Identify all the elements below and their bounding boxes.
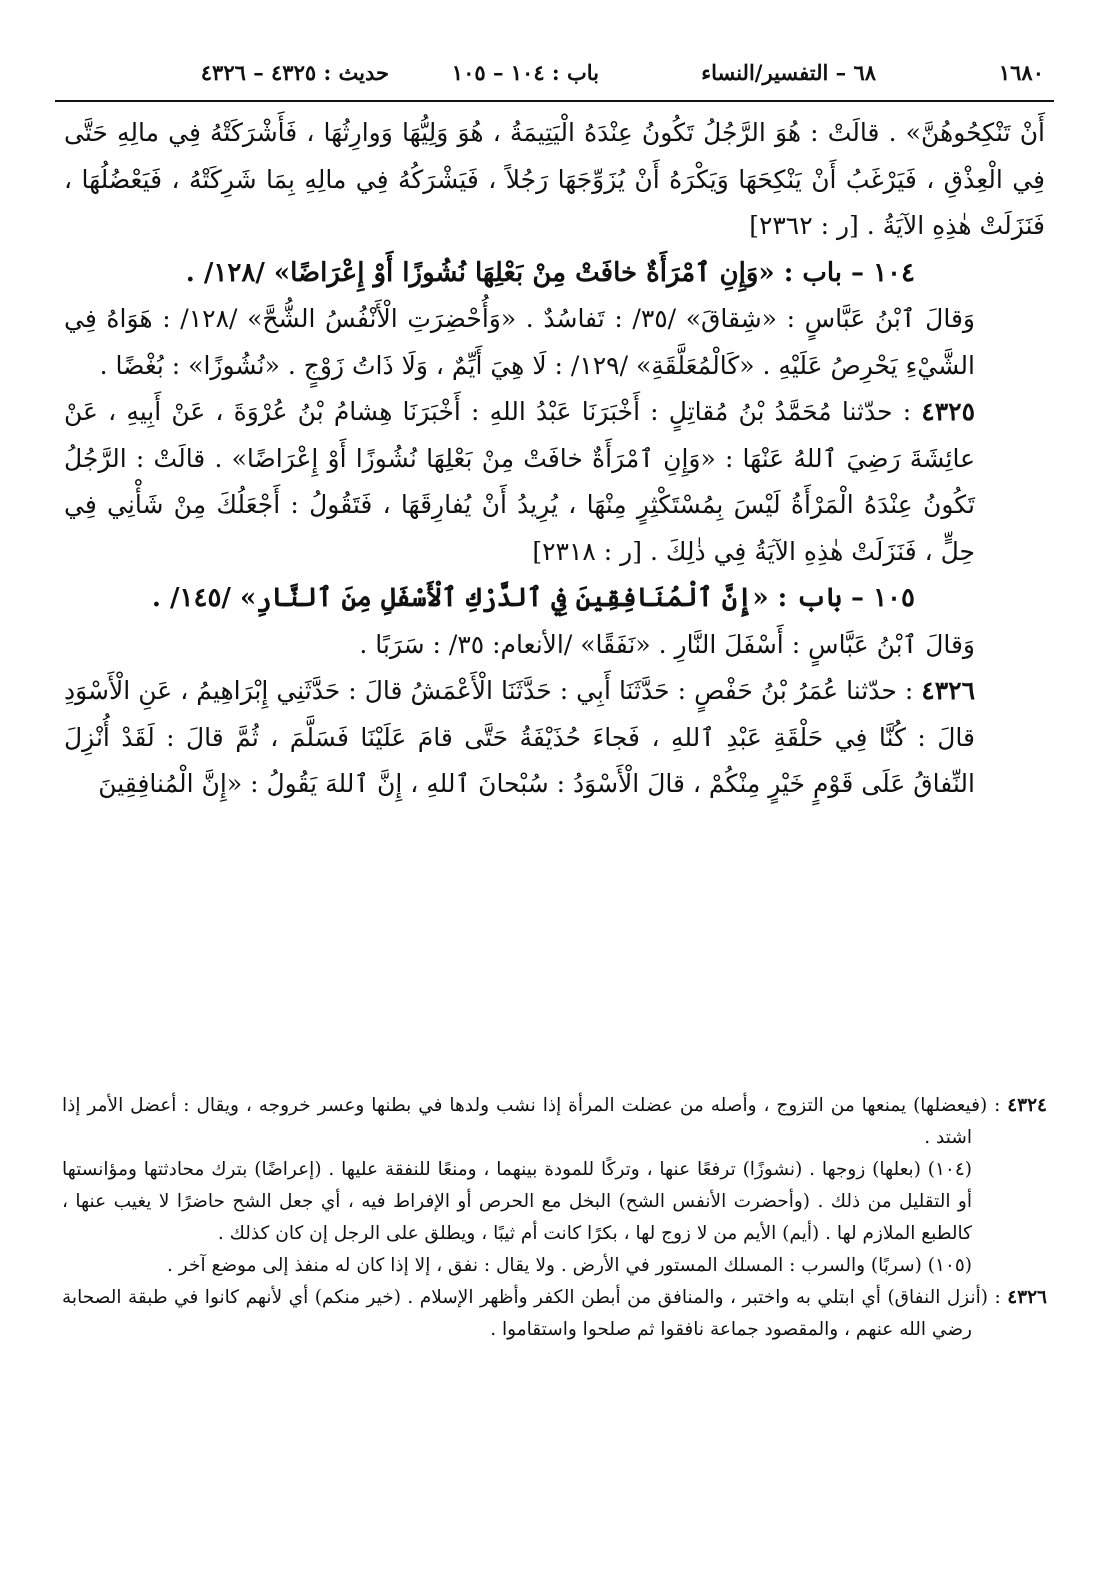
hadith-4325 — [64, 389, 1045, 575]
footnote-105: (١٠٥) (سربًا) والسرب : المسلك المستور في الأرض . ولا يقال : نفق ، إلا إذا كان له منفذ إلى موضع آخر . — [167, 1255, 972, 1276]
cross-reference: [ر : ٢٣٦٢] — [749, 211, 859, 240]
footnotes — [62, 1090, 1047, 1346]
paragraph — [64, 110, 1045, 250]
hadith-text: : حدّثنا عُمَرُ بْنُ حَفْصٍ : حَدَّثَنَا أَبِي : حَدَّثَنَا الْأَعْمَشُ قالَ : حَدَّثَنِي إِبْرَاهِيمُ ، عَنِ الْأَسْوَدِ قالَ : كُنَّا فِي حَلْقَةِ عَبْدِ ٱللهِ ، فَجاءَ حُذَيْفَةُ حَتَّى قامَ عَلَيْنَا فَسَلَّمَ ، ثُمَّ قالَ : لَقَدْ أُنْزِلَ النِّفاقُ عَلَى قَوْمٍ خَيْرٍ مِنْكُمْ ، قالَ الْأَسْوَدُ : سُبْحانَ ٱللهِ ، إِنَّ ٱللهَ يَقُولُ : «إِنَّ الْمُنافِقِينَ — [64, 676, 975, 798]
hadith-4326 — [64, 668, 1045, 808]
chapter-heading-105: ١٠٥ – باب : «إِنَّ ٱلْمُنَافِقِينَ فِي ٱلدَّرْكِ ٱلْأَسْفَلِ مِنَ ٱلنَّارِ» /١٤٥/ . — [151, 583, 915, 613]
footnote-number: ٤٣٢٤ — [1007, 1095, 1047, 1116]
page-number: ١٦٨٠ — [998, 60, 1044, 85]
footnote-text: : (فيعضلها) يمنعها من التزوج ، وأصله من عضلت المرأة إذا نشب ولدها في بطنها وعسر خروجه ، ويقال : أعضل الأمر إذا اشتد . — [62, 1095, 1008, 1148]
ibn-abbas-commentary: وَقالَ ٱبْنُ عَبَّاسٍ : «شِقاقَ» /٣٥/ : تَفاسُدٌ . «وَأُحْضِرَتِ الْأَنْفُسُ الشُّحَّ» /١٢٨/ : هَوَاهُ فِي الشَّيْءِ يَحْرِصُ عَلَيْهِ . «كَالْمُعَلَّقَةِ» /١٢٩/ : لَا هِيَ أَيِّمٌ ، وَلَا ذَاتُ زَوْجٍ . «نُشُوزًا» : بُغْضًا . — [64, 304, 975, 380]
footnote-4326 — [62, 1282, 1047, 1346]
book-title: ٦٨ – التفسير/النساء — [701, 60, 876, 85]
main-text — [64, 110, 1045, 808]
chapter-range: باب : ١٠٤ – ١٠٥ — [451, 60, 599, 85]
hadith-number: ٤٣٢٦ — [921, 676, 975, 705]
footnote-104: (١٠٤) (بعلها) زوجها . (نشوزًا) ترفعًا عنها ، وتركًا للمودة بينهما ، ومنعًا للنفقة عليها . (إعراضًا) بترك محادثتها ومؤانستها أو التقليل من ذلك . (وأحضرت الأنفس الشح) البخل مع الحرص أو الإفراط فيه ، أي جعل الشح حاضرًا لا يغيب عنها ، كالطبع الملازم لها . (أيم) الأيم من لا زوج لها ، بكرًا كانت أم ثيبًا ، ويطلق على الرجل إن كان كذلك . — [62, 1159, 972, 1244]
hadith-number: ٤٣٢٥ — [921, 397, 975, 426]
chapter-heading-104: ١٠٤ – باب : «وَإِنِ ٱمْرَأَةٌ خافَتْ مِنْ بَعْلِهَا نُشُوزًا أَوْ إِعْرَاضًا» /١٢٨/ . — [185, 257, 915, 288]
footnote-number: ٤٣٢٦ — [1007, 1287, 1047, 1308]
hadith-range: حديث : ٤٣٢٥ – ٤٣٢٦ — [200, 60, 389, 85]
footnote-4324 — [62, 1090, 1047, 1154]
footnote-text: : (أنزل النفاق) أي ابتلي به واختبر ، والمنافق من أبطن الكفر وأظهر الإسلام . (خير منكم) أي لأنهم كانوا في طبقة الصحابة رضي الله عنهم ، والمقصود جماعة نافقوا ثم صلحوا واستقاموا . — [62, 1287, 1008, 1340]
ibn-abbas-commentary: وَقالَ ٱبْنُ عَبَّاسٍ : أَسْفَلَ النَّارِ . «نَفَقًا» /الأنعام: ٣٥/ : سَرَبًا . — [359, 629, 975, 659]
hadith-text: : حدّثنا مُحَمَّدُ بْنُ مُقاتِلٍ : أَخْبَرَنَا عَبْدُ اللهِ : أَخْبَرَنَا هِشامُ بْنُ عُرْوَةَ ، عَنْ أَبِيهِ ، عَنْ عائِشَةَ رَضِيَ ٱللهُ عَنْهَا : «وَإِنِ ٱمْرَأَةٌ خافَتْ مِنْ بَعْلِهَا نُشُوزًا أَوْ إِعْرَاضًا» . قالَتْ : الرَّجُلُ تَكُونُ عِنْدَهُ الْمَرْأَةُ لَيْسَ بِمُسْتَكْثِرٍ مِنْهَا ، يُرِيدُ أَنْ يُفارِقَهَا ، فَتَقُولُ : أَجْعَلُكَ مِنْ شَأْنِي فِي حِلٍّ ، فَنَزَلَتْ هٰذِهِ الآيَةُ فِي ذٰلِكَ . — [64, 397, 975, 566]
header-divider — [55, 100, 1054, 102]
paragraph-text: أَنْ تَنْكِحُوهُنَّ» . قالَتْ : هُوَ الرَّجُلُ تَكُونُ عِنْدَهُ الْيَتِيمَةُ ، هُوَ وَلِيُّهَا وَوارِثُهَا ، فَأَشْرَكَتْهُ فِي مالِهِ حَتَّى فِي الْعِذْقِ ، فَيَرْغَبُ أَنْ يَنْكِحَهَا وَيَكْرَهُ أَنْ يُزَوِّجَهَا رَجُلاً ، فَيَشْرَكُهُ فِي مالِهِ بِمَا شَرِكَتْهُ ، فَيَعْضُلُهَا ، فَنَزَلَتْ هٰذِهِ الآيَةُ . — [64, 118, 1045, 240]
cross-reference: [ر : ٢٣١٨] — [532, 536, 642, 566]
running-header — [55, 52, 1054, 92]
